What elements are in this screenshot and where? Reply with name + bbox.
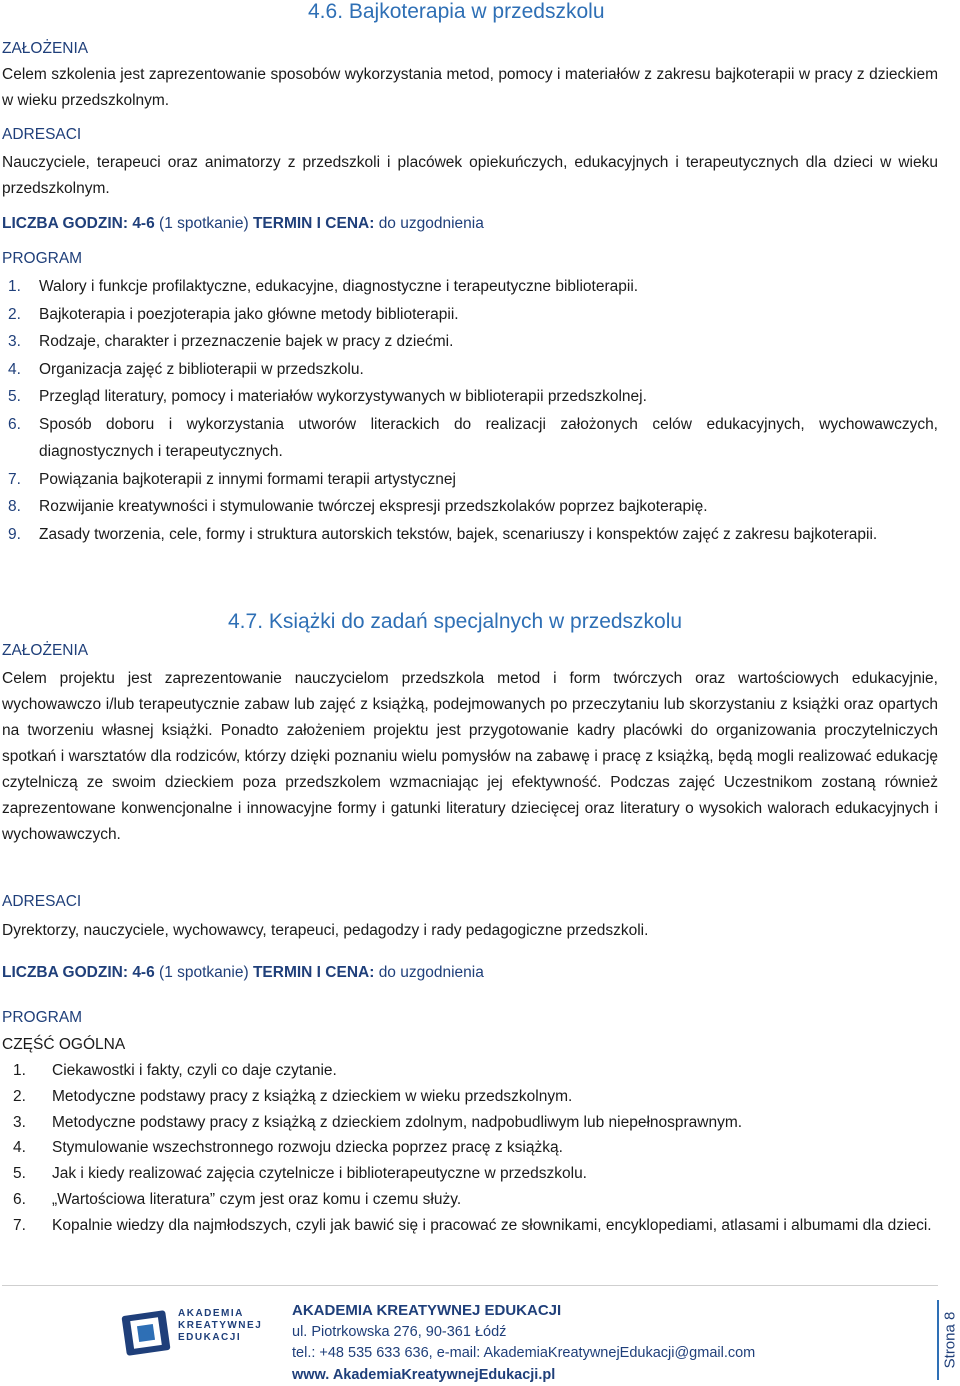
org-name: AKADEMIA KREATYWNEJ EDUKACJI (292, 1302, 562, 1319)
program-list (0, 1058, 938, 1239)
hours-line (2, 215, 484, 233)
adresaci-label: ADRESACI (2, 893, 82, 910)
logo-text: AKADEMIA KREATYWNEJ EDUKACJI (178, 1308, 263, 1343)
footer-divider (2, 1285, 938, 1286)
hours-label: LICZBA GODZIN: (2, 215, 128, 232)
adresaci-text: Dyrektorzy, nauczyciele, wychowawcy, terapeuci, pedagodzy i rady pedagogiczne przedszkoli. (2, 922, 649, 939)
termin-label: TERMIN I CENA: (252, 964, 375, 981)
termin-value: do uzgodnienia (378, 215, 484, 232)
list-item: 4. Stymulowanie wszechstronnego rozwoju dziecka poprzez pracę z książką. (13, 1139, 563, 1157)
program-label: PROGRAM (2, 1009, 83, 1026)
hours-line (2, 964, 484, 982)
termin-label: TERMIN I CENA: (252, 215, 375, 232)
hours-note: (1 spotkanie) (159, 964, 249, 981)
list-item: 7. Kopalnie wiedzy dla najmłodszych, czyli jak bawić się i pracować ze słownikami, encyklopediami, atlasami i albumami dla dzieci. (13, 1216, 932, 1234)
list-item: 5. Jak i kiedy realizować zajęcia czytelnicze i biblioterapeutyczne w przedszkolu. (13, 1165, 587, 1183)
list-item: 2. Metodyczne podstawy pracy z książką z dzieckiem w wieku przedszkolnym. (13, 1087, 573, 1105)
list-item: 3. Rodzaje, charakter i przeznaczenie bajek w pracy z dziećmi. (8, 333, 454, 350)
footer-contact (292, 1300, 755, 1386)
org-address: ul. Piotrkowska 276, 90-361 Łódź (292, 1323, 507, 1340)
logo-mark-icon (118, 1305, 174, 1361)
program-list (0, 273, 938, 548)
zalozenia-text: Celem szkolenia jest zaprezentowanie sposobów wykorzystania metod, pomocy i materiałów z zakresu bajkoterapii w pracy z dzieckiem w wieku przedszkolnym. (2, 66, 938, 109)
hours-value: 4-6 (132, 215, 155, 232)
list-item: 9. Zasady tworzenia, cele, formy i struktura autorskich tekstów, bajek, scenariuszy i konspektów zajęć z zakresu bajkoterapii. (8, 525, 878, 543)
program-label: PROGRAM (2, 250, 83, 267)
list-item: 1. Walory i funkcje profilaktyczne, edukacyjne, diagnostyczne i terapeutyczne biblioterapii. (8, 278, 639, 295)
zalozenia-label: ZAŁOŻENIA (2, 40, 89, 57)
list-item: 1. Ciekawostki i fakty, czyli co daje czytanie. (13, 1062, 337, 1079)
czesc-ogolna-label: CZĘŚĆ OGÓLNA (2, 1036, 126, 1053)
org-contact: tel.: +48 535 633 636, e-mail: AkademiaKreatywnejEdukacji@gmail.com (292, 1345, 756, 1361)
org-website[interactable]: www. AkademiaKreatywnejEdukacji.pl (292, 1366, 556, 1383)
list-item: 8. Rozwijanie kreatywności i stymulowanie twórczej ekspresji przedszkolaków poprzez bajkoterapię. (8, 498, 708, 515)
page-number: Strona 8 (941, 1311, 959, 1369)
hours-label: LICZBA GODZIN: (2, 964, 128, 981)
list-item: 4. Organizacja zajęć z biblioterapii w przedszkolu. (8, 360, 364, 378)
list-item: 6. „Wartościowa literatura” czym jest oraz komu i czemu służy. (13, 1190, 462, 1208)
list-item: 2. Bajkoterapia i poezjoterapia jako główne metody biblioterapii. (8, 305, 459, 323)
list-item: 6. Sposób doboru i wykorzystania utworów literackich do realizacji założonych celów edukacyjnych, wychowawczych, diagnostycznych i terapeutycznych. (8, 415, 938, 460)
section-title: 4.6. Bajkoterapia w przedszkolu (308, 0, 605, 23)
academy-logo (118, 1305, 263, 1361)
zalozenia-text: Celem projektu jest zaprezentowanie nauczycielom przedszkola metod i form twórczych oraz wartościowych edukacyjnie, wychowawczo i/lub terapeutycznie zabaw lub zajęć z książką, podejmowanych po przeczytaniu lub skorzystaniu z książki oraz opartych na tworzeniu własnej książki. Ponadto założeniem projektu jest przygotowanie kadry placówki do organizowania proczytelniczych spotkań i warsztatów dla rodziców, którzy dzięki poznaniu wielu pomysłów na zabawę i pracę z książką, będą mogli realizować edukację czytelniczą ze swoim dzieckiem poza przedszkolem wzmacniając jej efektywność. Podczas zajęć Uczestnikom zostaną również zaprezentowane konwencjonalne i innowacyjne formy i gatunki literatury dziecięcej oraz literatury o wysokich walorach edukacyjnych i wychowawczych. (2, 670, 938, 843)
zalozenia-label: ZAŁOŻENIA (2, 642, 89, 659)
page-number-divider (937, 1300, 939, 1380)
termin-value: do uzgodnienia (378, 964, 484, 981)
list-item: 7. Powiązania bajkoterapii z innymi formami terapii artystycznej (8, 470, 456, 488)
list-item: 3. Metodyczne podstawy pracy z książką z dzieckiem zdolnym, nadpobudliwym lub niepełnosprawnym. (13, 1113, 743, 1131)
hours-value: 4-6 (132, 964, 155, 981)
list-item: 5. Przegląd literatury, pomocy i materiałów wykorzystywanych w biblioterapii przedszkolnej. (8, 388, 647, 405)
section-title: 4.7. Książki do zadań specjalnych w przedszkolu (228, 610, 683, 633)
adresaci-label: ADRESACI (2, 126, 82, 143)
hours-note: (1 spotkanie) (159, 215, 249, 232)
adresaci-text: Nauczyciele, terapeuci oraz animatorzy z przedszkoli i placówek opiekuńczych, edukacyjnych i terapeutycznych dla dzieci w wieku przedszkolnym. (2, 154, 938, 197)
